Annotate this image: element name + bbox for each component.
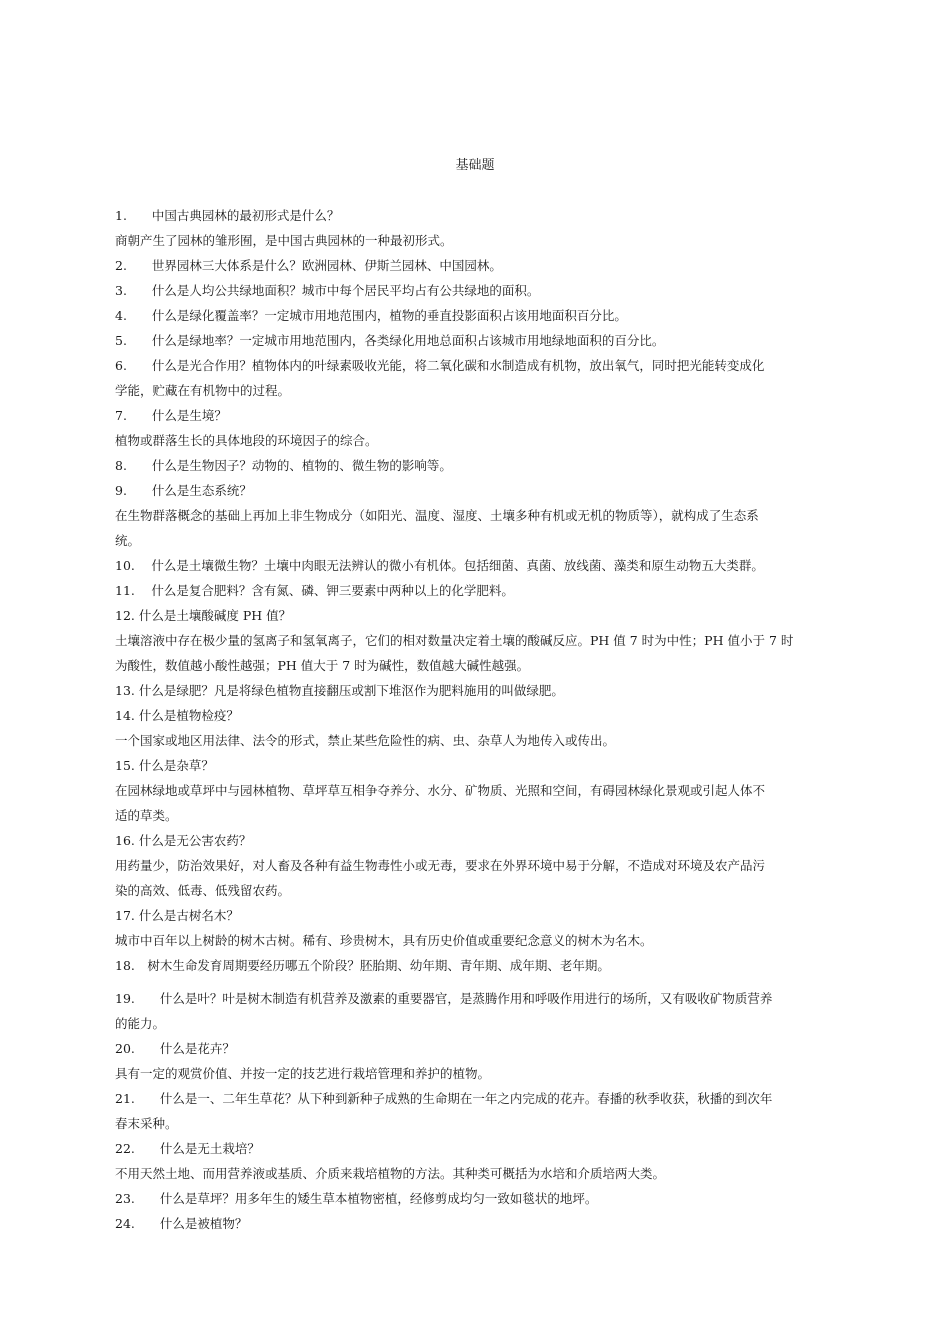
text-line: 15. 什么是杂草？ [115,758,214,773]
text-line: 8. 什么是生物因子？动物的、植物的、微生物的影响等。 [115,458,452,473]
document-title: 基础题 [455,158,495,173]
text-line: 5. 什么是绿地率？一定城市用地范围内，各类绿化用地总面积占该城市用地绿地面积的百分比。 [115,333,665,348]
text-line: 植物或群落生长的具体地段的环境因子的综合。 [115,433,378,448]
text-line: 适的草类。 [115,808,178,823]
text-line: 春末采种。 [115,1116,178,1131]
text-line: 城市中百年以上树龄的树木古树。稀有、珍贵树木，具有历史价值或重要纪念意义的树木为名木。 [115,933,653,948]
text-line: 商朝产生了园林的雏形囿，是中国古典园林的一种最初形式。 [115,233,453,248]
text-line: 具有一定的观赏价值、并按一定的技艺进行栽培管理和养护的植物。 [115,1066,491,1081]
text-line: 22. 什么是无土栽培？ [115,1141,260,1156]
text-line: 7. 什么是生境？ [115,408,227,423]
text-line: 12. 什么是土壤酸碱度 PH 值？ [115,608,292,623]
text-line: 学能，贮藏在有机物中的过程。 [115,383,291,398]
text-line: 20. 什么是花卉？ [115,1041,235,1056]
text-line: 9. 什么是生态系统？ [115,483,252,498]
spacer [115,978,840,986]
text-line: 19. 什么是叶？叶是树木制造有机营养及激素的重要器官，是蒸腾作用和呼吸作用进行的场所，又有吸收矿物质营养 [115,991,773,1006]
text-line: 16. 什么是无公害农药？ [115,833,252,848]
text-line: 18. 树木生命发育周期要经历哪五个阶段？胚胎期、幼年期、青年期、成年期、老年期。 [115,958,610,973]
text-line: 2. 世界园林三大体系是什么？欧洲园林、伊斯兰园林、中国园林。 [115,258,502,273]
text-line: 11. 什么是复合肥料？含有氮、磷、钾三要素中两种以上的化学肥料。 [115,583,514,598]
document-body [115,203,840,1236]
text-line: 24. 什么是被植物？ [115,1216,248,1231]
text-line: 一个国家或地区用法律、法令的形式，禁止某些危险性的病、虫、杂草人为地传入或传出。 [115,733,616,748]
text-line: 不用天然土地、而用营养液或基质、介质来栽培植物的方法。其种类可概括为水培和介质培两大类。 [115,1166,666,1181]
text-line: 在生物群落概念的基础上再加上非生物成分（如阳光、温度、湿度、土壤多种有机或无机的物质等），就构成了生态系 [115,508,759,523]
text-line: 6. 什么是光合作用？植物体内的叶绿素吸收光能，将二氧化碳和水制造成有机物，放出氧气，同时把光能转变成化 [115,358,765,373]
text-line: 23. 什么是草坪？用多年生的矮生草本植物密植，经修剪成均匀一致如毯状的地坪。 [115,1191,598,1206]
text-line: 14. 什么是植物检疫？ [115,708,239,723]
text-line: 在园林绿地或草坪中与园林植物、草坪草互相争夺养分、水分、矿物质、光照和空间，有碍园林绿化景观或引起人体不 [115,783,766,798]
text-line: 17. 什么是古树名木？ [115,908,239,923]
text-line: 21. 什么是一、二年生草花？从下种到新种子成熟的生命期在一年之内完成的花卉。春播的秋季收获，秋播的到次年 [115,1091,773,1106]
text-line: 用药量少，防治效果好，对人畜及各种有益生物毒性小或无毒，要求在外界环境中易于分解，不造成对环境及农产品污 [115,858,766,873]
text-line: 统。 [115,533,141,548]
text-line: 10. 什么是土壤微生物？土壤中肉眼无法辨认的微小有机体。包括细菌、真菌、放线菌、藻类和原生动物五大类群。 [115,558,764,573]
text-line: 染的高效、低毒、低残留农药。 [115,883,291,898]
text-line: 3. 什么是人均公共绿地面积？城市中每个居民平均占有公共绿地的面积。 [115,283,540,298]
text-line: 为酸性，数值越小酸性越强；PH 值大于 7 时为碱性，数值越大碱性越强。 [115,658,530,673]
text-line: 13. 什么是绿肥？凡是将绿色植物直接翻压或割下堆沤作为肥料施用的叫做绿肥。 [115,683,564,698]
text-line: 1. 中国古典园林的最初形式是什么？ [115,208,340,223]
text-line: 4. 什么是绿化覆盖率？一定城市用地范围内，植物的垂直投影面积占该用地面积百分比。 [115,308,627,323]
text-line: 土壤溶液中存在极少量的氢离子和氢氧离子，它们的相对数量决定着土壤的酸碱反应。PH 值 7 时为中性；PH 值小于 7 时 [115,633,794,648]
text-line: 的能力。 [115,1016,166,1031]
